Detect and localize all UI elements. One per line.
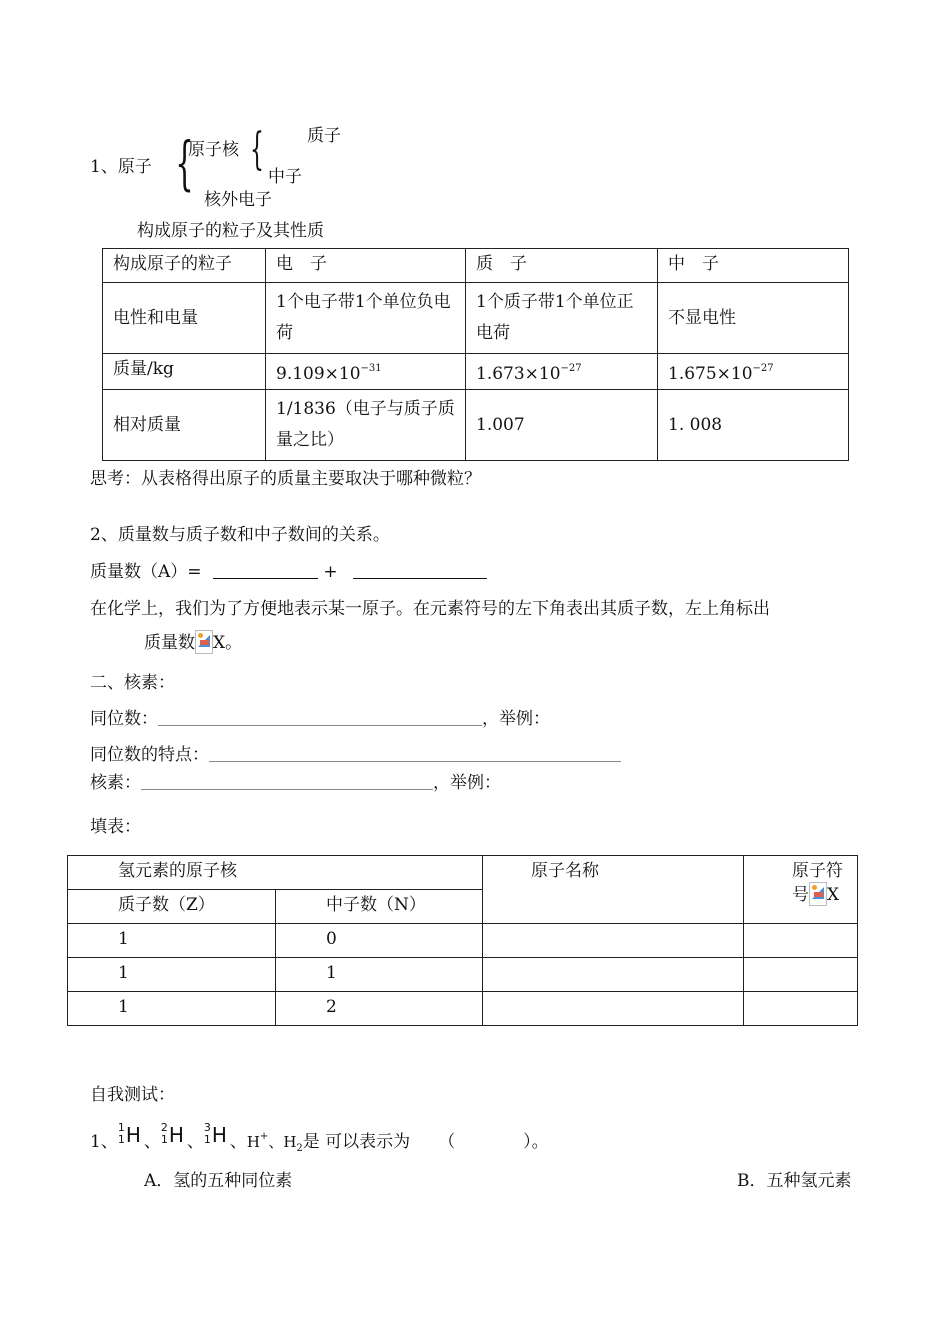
table-cell: 1 xyxy=(276,958,483,992)
isotope-h1: 1 1 H xyxy=(117,1121,141,1147)
table-cell xyxy=(466,354,658,390)
neutron-label: 中子 xyxy=(268,167,302,187)
nuclide-title: 二、核素： xyxy=(90,673,175,693)
nuclide-line xyxy=(90,768,501,793)
blank-isotope-definition[interactable] xyxy=(158,711,482,726)
option-a[interactable]: A．氢的五种同位素 xyxy=(144,1171,293,1191)
particle-properties-table xyxy=(102,248,849,461)
blank-neutron-count[interactable] xyxy=(353,562,487,579)
mass-exponent: −27 xyxy=(560,363,582,374)
table-row xyxy=(103,283,849,354)
table-cell: 1 xyxy=(68,992,276,1026)
mass-value: 9.109×10 xyxy=(276,364,361,384)
mass-exponent: −27 xyxy=(752,363,774,374)
nucleus-label: 原子核 xyxy=(188,140,239,160)
table-row xyxy=(68,992,858,1026)
table-cell: 相对质量 xyxy=(103,390,266,461)
atom-symbol-header xyxy=(744,856,858,924)
proton-count-header: 质子数（Z） xyxy=(68,890,276,924)
table-row xyxy=(103,354,849,390)
table-cell: 质量/kg xyxy=(103,354,266,390)
table-cell: 0 xyxy=(276,924,483,958)
isotope-h2: 2 1 H xyxy=(160,1121,184,1147)
atom-name-header: 原子名称 xyxy=(483,856,744,924)
group-header-cell: 氢元素的原子核 xyxy=(68,856,483,890)
nuclide-label: 核素： xyxy=(90,773,141,793)
formula-plus: + xyxy=(323,562,338,582)
notation-note-line1: 在化学上，我们为了方便地表示某一原子。在元素符号的左下角表出其质子数，左上角标出 xyxy=(90,599,770,619)
table-cell: 2 xyxy=(276,992,483,1026)
question-1 xyxy=(90,1121,549,1154)
table-cell: 1个电子带1个单位负电荷 xyxy=(266,283,466,354)
table-header-cell: 质 子 xyxy=(466,249,658,283)
isotope-line xyxy=(90,704,550,729)
nuclide-example-label: ，举例： xyxy=(433,773,501,793)
isotope-feature-line xyxy=(90,740,621,765)
fill-cell-atom-name[interactable] xyxy=(483,992,744,1026)
mass-number-formula xyxy=(90,557,487,582)
answer-bracket[interactable]: （ ）。 xyxy=(438,1132,549,1152)
table-row xyxy=(68,958,858,992)
table-cell xyxy=(266,354,466,390)
hydrogen-fill-table xyxy=(67,855,858,1026)
blank-isotope-feature[interactable] xyxy=(209,747,621,762)
fill-cell-atom-name[interactable] xyxy=(483,924,744,958)
table-row xyxy=(68,856,858,890)
fill-cell-atom-symbol[interactable] xyxy=(744,992,858,1026)
broken-image-icon xyxy=(195,630,213,654)
think-question: 思考：从表格得出原子的质量主要取决于哪种微粒？ xyxy=(90,469,481,489)
separator: 、 xyxy=(229,1132,247,1152)
isotope-feature-label: 同位数的特点： xyxy=(90,745,209,765)
isotope-label: 同位数： xyxy=(90,709,158,729)
section2-title: 2、质量数与质子数和中子数间的关系。 xyxy=(90,525,390,545)
isotope-h3: 3 1 H xyxy=(203,1121,227,1147)
table-cell: 1. 008 xyxy=(658,390,849,461)
table-row xyxy=(68,924,858,958)
table-cell: 电性和电量 xyxy=(103,283,266,354)
mass-value: 1.675×10 xyxy=(668,364,753,384)
table-header-cell: 构成原子的粒子 xyxy=(103,249,266,283)
table-row xyxy=(103,249,849,283)
table-header-cell: 中 子 xyxy=(658,249,849,283)
table-cell: 1.007 xyxy=(466,390,658,461)
fill-table-intro: 填表： xyxy=(90,817,141,837)
proton-label: 质子 xyxy=(307,126,341,146)
question-number: 1、 xyxy=(90,1132,118,1152)
atom-symbol-label: 原子符号 xyxy=(792,861,843,905)
separator: 、 xyxy=(186,1132,204,1152)
atom-symbol-x: X xyxy=(827,885,840,905)
section1-atom-label: 1、原子 xyxy=(90,157,152,177)
mass-number-text: 质量数 xyxy=(144,633,195,653)
table-row xyxy=(103,390,849,461)
isotope-example-label: ，举例： xyxy=(482,709,550,729)
particle-table-caption: 构成原子的粒子及其性质 xyxy=(137,221,324,241)
mass-value: 1.673×10 xyxy=(476,364,561,384)
element-symbol-text: X。 xyxy=(213,633,243,653)
table-cell xyxy=(658,354,849,390)
table-cell: 不显电性 xyxy=(658,283,849,354)
outer-electron-label: 核外电子 xyxy=(204,190,272,210)
table-cell: 1 xyxy=(68,924,276,958)
blank-proton-count[interactable] xyxy=(213,562,318,579)
outer-brace: { xyxy=(175,129,194,197)
inner-brace: { xyxy=(250,124,264,175)
fill-cell-atom-symbol[interactable] xyxy=(744,958,858,992)
fill-cell-atom-name[interactable] xyxy=(483,958,744,992)
blank-nuclide-definition[interactable] xyxy=(141,775,433,790)
notation-note-line2 xyxy=(144,628,242,654)
hydrogen-ion: H+ xyxy=(246,1131,269,1151)
fill-cell-atom-symbol[interactable] xyxy=(744,924,858,958)
broken-image-icon xyxy=(809,882,827,906)
mass-exponent: −31 xyxy=(360,363,382,374)
table-cell: 1/1836（电子与质子质量之比） xyxy=(266,390,466,461)
separator: 、 xyxy=(143,1132,161,1152)
table-cell: 1 xyxy=(68,958,276,992)
hydrogen-molecule: 、$H_2$ xyxy=(268,1133,303,1154)
table-cell: 1个质子带1个单位正电荷 xyxy=(466,283,658,354)
neutron-count-header: 中子数（N） xyxy=(276,890,483,924)
option-b[interactable]: B．五种氢元素 xyxy=(737,1171,852,1191)
self-test-title: 自我测试： xyxy=(90,1085,175,1105)
question-1-text: 是 可以表示为 xyxy=(302,1132,411,1152)
formula-left: 质量数（A）= xyxy=(90,562,202,582)
table-header-cell: 电 子 xyxy=(266,249,466,283)
